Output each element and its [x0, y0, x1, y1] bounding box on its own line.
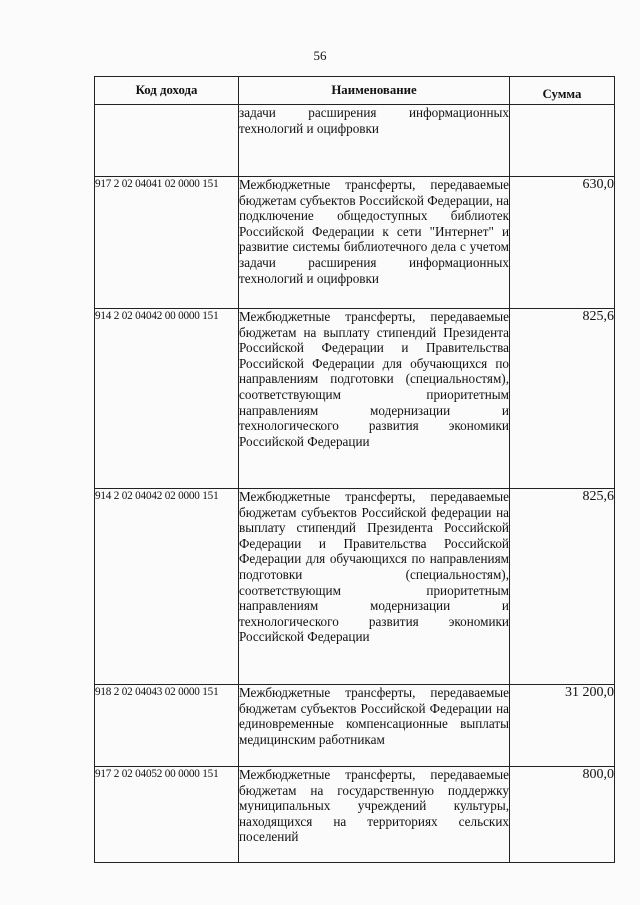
table-header-row: [95, 77, 615, 105]
income-code-cell: 917 2 02 04052 00 0000 151: [95, 767, 239, 863]
header-code: Код дохода: [95, 77, 239, 105]
header-name: Наименование: [239, 77, 510, 105]
sum-cell: 800,0: [510, 767, 615, 863]
income-code-cell: 914 2 02 04042 02 0000 151: [95, 489, 239, 685]
income-code-cell: [95, 105, 239, 177]
header-sum: Сумма: [510, 77, 615, 105]
income-code-cell: 914 2 02 04042 00 0000 151: [95, 309, 239, 489]
sum-cell: [510, 105, 615, 177]
name-cell: Межбюджетные трансферты, передаваемые бюджетам на государственную поддержку муниципальных учреждений культуры, находящихся на территориях сельских поселений: [239, 767, 510, 863]
name-cell: задачи расширения информационных технологий и оцифровки: [239, 105, 510, 177]
revenue-table: [94, 76, 615, 863]
name-cell: Межбюджетные трансферты, передаваемые бюджетам на выплату стипендий Президента Российской Федерации и Правительства Российской Федерации для обучающихся по направлениям подготовки (специальностям), соответствующим приоритетным направлениям модернизации и технологического развития экономики Российской Федерации: [239, 309, 510, 489]
sum-cell: 31 200,0: [510, 685, 615, 767]
name-cell: Межбюджетные трансферты, передаваемые бюджетам субъектов Российской Федерации, на подключение общедоступных библиотек Российской Федерации к сети "Интернет" и развитие системы библиотечного дела с учетом задачи расширения информационных технологий и оцифровки: [239, 177, 510, 309]
name-cell: Межбюджетные трансферты, передаваемые бюджетам субъектов Российской федерации на выплату стипендий Президента Российской Федерации и Правительства Российской Федерации для обучающихся по направлениям подготовки (специальностям), соответствующим приоритетным направлениям модернизации и технологического развития экономики Российской Федерации: [239, 489, 510, 685]
name-cell: Межбюджетные трансферты, передаваемые бюджетам субъектов Российской Федерации на единовременные компенсационные выплаты медицинским работникам: [239, 685, 510, 767]
income-code-cell: 918 2 02 04043 02 0000 151: [95, 685, 239, 767]
table-row: [95, 309, 615, 489]
table-row: [95, 489, 615, 685]
sum-cell: 825,6: [510, 309, 615, 489]
income-code-cell: 917 2 02 04041 02 0000 151: [95, 177, 239, 309]
table-row: [95, 105, 615, 177]
table-row: [95, 767, 615, 863]
table-row: [95, 685, 615, 767]
sum-cell: 825,6: [510, 489, 615, 685]
table-row: [95, 177, 615, 309]
sum-cell: 630,0: [510, 177, 615, 309]
page-number: 56: [313, 48, 327, 63]
